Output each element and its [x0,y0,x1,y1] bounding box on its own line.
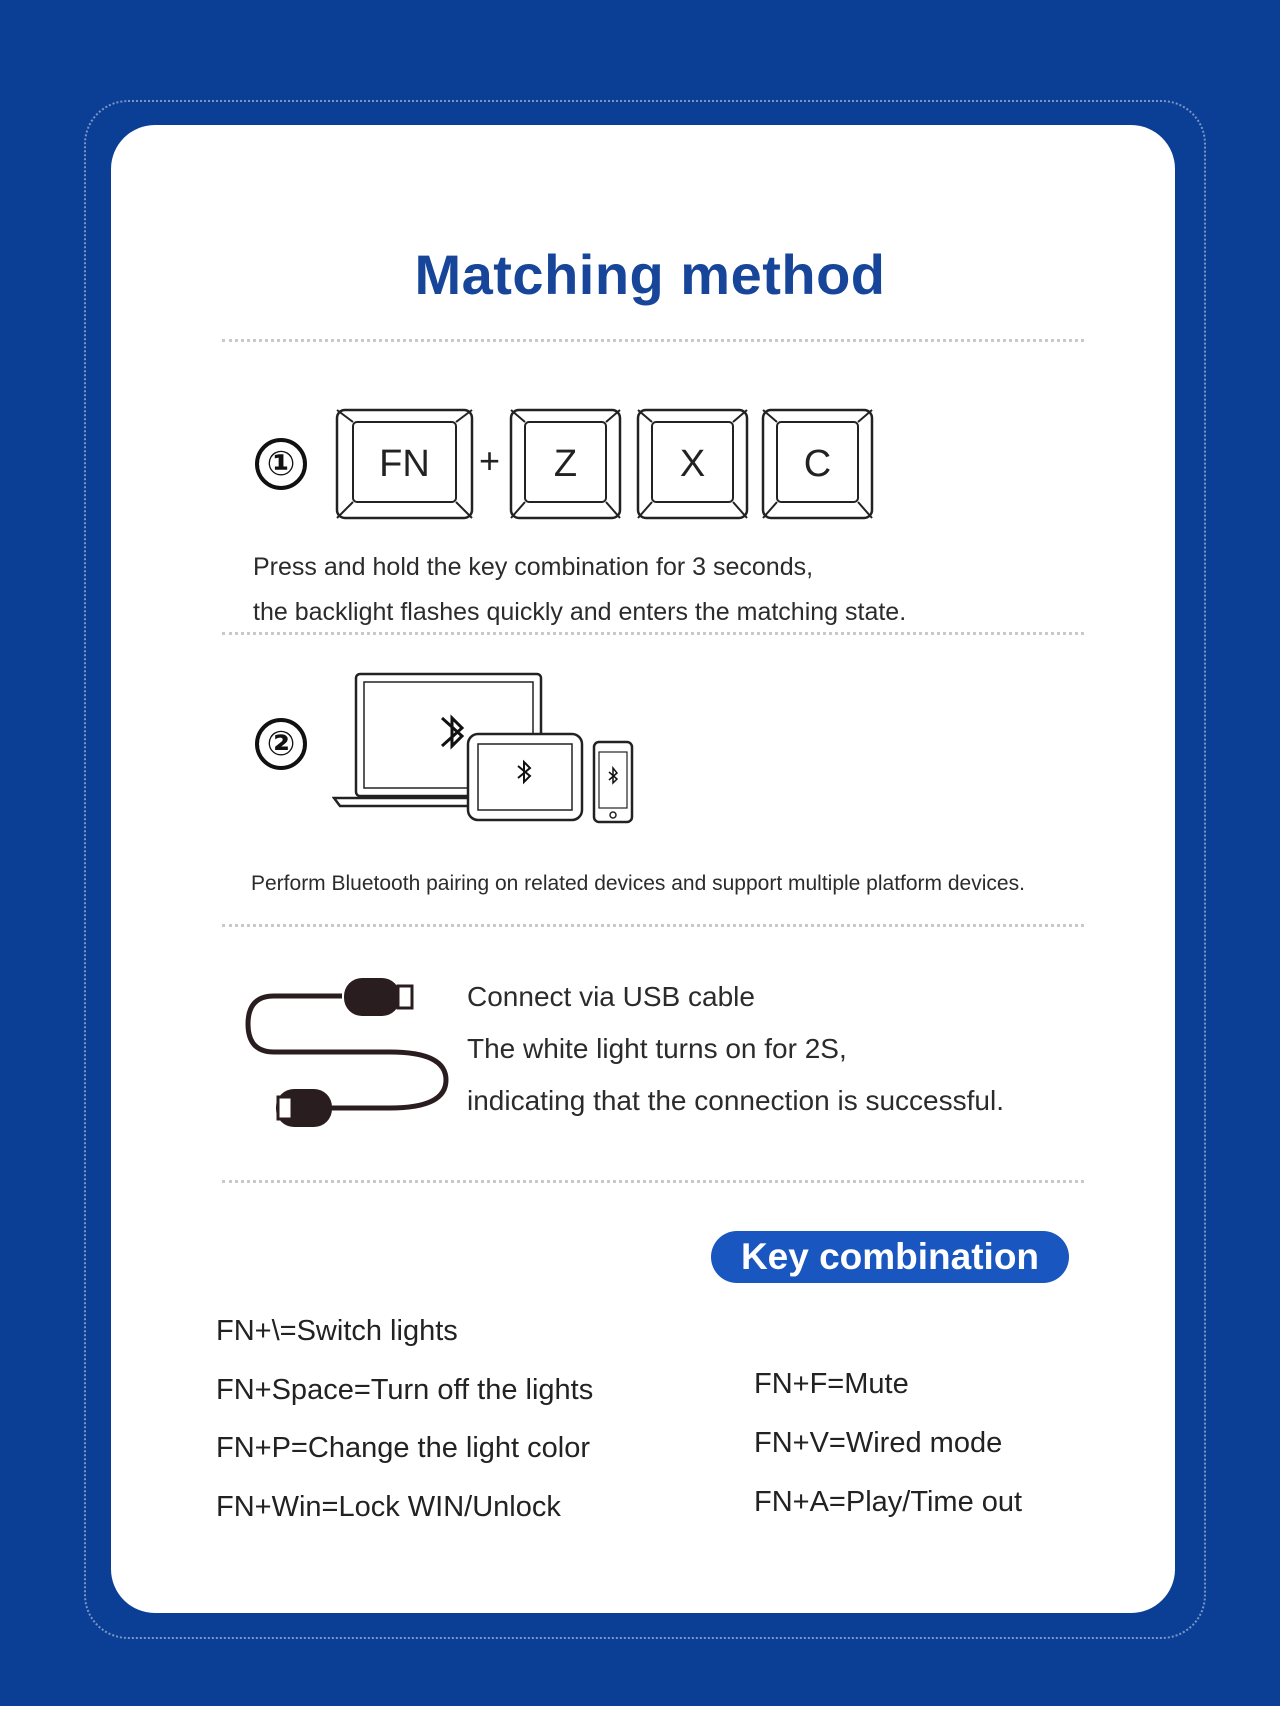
usb-cable-icon [240,970,455,1132]
combo-right-3: FN+A=Play/Time out [754,1486,1023,1518]
key-combination-badge: Key combination [711,1231,1069,1283]
step-number-1: ① [255,438,307,490]
c-key [761,408,874,520]
step-number-2: ② [255,718,307,770]
step1-instruction-line2: the backlight flashes quickly and enters the matching state. [253,598,907,626]
step2-instruction: Perform Bluetooth pairing on related devices and support multiple platform devices. [251,872,1025,895]
page-title: Matching method [414,243,886,306]
divider [222,339,1084,342]
usb-connect-line2: The white light turns on for 2S, [467,1033,847,1064]
combo-left-1: FN+\=Switch lights [216,1315,458,1347]
combo-right-1: FN+F=Mute [754,1368,909,1400]
combo-left-4: FN+Win=Lock WIN/Unlock [216,1491,561,1523]
x-key [636,408,749,520]
combo-right-2: FN+V=Wired mode [754,1427,1003,1459]
fn-key [335,408,474,520]
c-key-label: C [803,442,832,485]
divider [222,632,1084,635]
step1-instruction-line1: Press and hold the key combination for 3 seconds, [253,553,814,581]
divider [222,1180,1084,1183]
fn-key-label: FN [379,442,430,485]
z-key [509,408,622,520]
usb-connect-line1: Connect via USB cable [467,981,755,1012]
usb-connect-line3: indicating that the connection is successful. [467,1085,1004,1116]
combo-left-2: FN+Space=Turn off the lights [216,1374,594,1406]
divider [222,924,1084,927]
combo-left-3: FN+P=Change the light color [216,1432,590,1464]
plus-sign: + [479,440,501,481]
bluetooth-devices-icon [332,670,637,826]
z-key-label: Z [553,442,578,485]
x-key-label: X [679,442,706,485]
